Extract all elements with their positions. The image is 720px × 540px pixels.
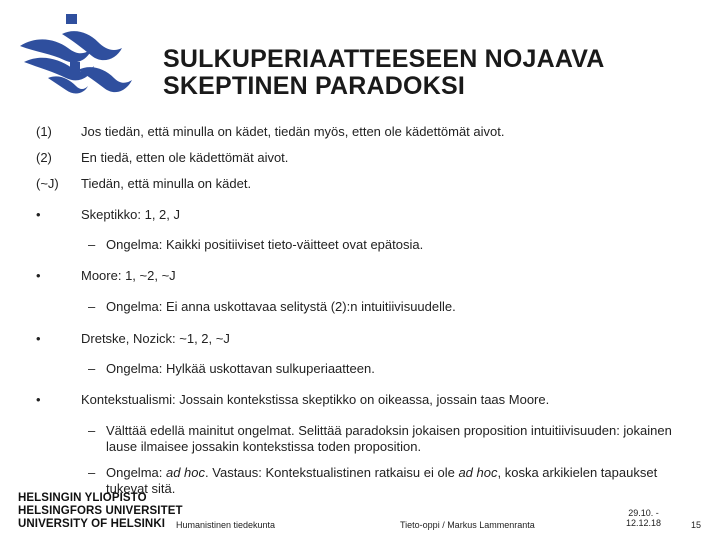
- sub-text-middle: . Vastaus: Kontekstualistinen ratkaisu ei ole: [205, 465, 459, 480]
- sub-text: [106, 465, 696, 497]
- sub-text-italic-ad-hoc: ad hoc: [165, 465, 206, 480]
- page-number: 15: [691, 520, 702, 530]
- bullet-marker: •: [36, 268, 41, 283]
- university-name-sv: HELSINGFORS UNIVERSITET: [18, 505, 183, 517]
- premise-text: En tiedä, etten ole kädettömät aivot.: [81, 150, 289, 165]
- bullet-marker: •: [36, 392, 41, 407]
- sub-dash: –: [88, 299, 96, 314]
- sub-text: Ongelma: Kaikki positiiviset tieto-väitteet ovat epätosia.: [106, 237, 424, 252]
- premise-label: (1): [36, 124, 52, 139]
- sub-dash: –: [88, 423, 96, 438]
- bullet-text: Moore: 1, ~2, ~J: [81, 268, 176, 283]
- sub-text: Ongelma: Hylkää uskottavan sulkuperiaatteen.: [106, 361, 375, 376]
- footer-course: Tieto-oppi / Markus Lammenranta: [400, 520, 535, 530]
- sub-dash: –: [88, 361, 96, 376]
- footer-date-line-2: 12.12.18: [626, 518, 662, 528]
- slide-title-line-1: SULKUPERIAATTEESEEN NOJAAVA: [163, 45, 605, 73]
- sub-text-italic-ad-hoc-2: ad hoc: [458, 465, 498, 480]
- footer-faculty: Humanistinen tiedekunta: [176, 520, 276, 530]
- sub-text-suffix: , koska arkikielen tapaukset tukevat sitä.: [106, 465, 658, 496]
- premise-label: (2): [36, 150, 52, 165]
- sub-dash: –: [88, 237, 96, 252]
- university-name-en: UNIVERSITY OF HELSINKI: [18, 518, 166, 530]
- bullet-text: Kontekstualismi: Jossain kontekstissa skeptikko on oikeassa, jossain taas Moore.: [81, 392, 550, 407]
- sub-text-prefix: Ongelma:: [106, 465, 166, 480]
- helsinki-university-flame-logo-icon: [18, 14, 138, 94]
- bullet-text: Dretske, Nozick: ~1, 2, ~J: [81, 331, 230, 346]
- bullet-marker: •: [36, 331, 41, 346]
- slide-title-line-2: SKEPTINEN PARADOKSI: [163, 72, 465, 100]
- sub-text: Välttää edellä mainitut ongelmat. Selittää paradoksin jokaisen proposition intuitiivisuuden: jokainen lause ilmaisee jossakin kontekstissa toden proposition.: [106, 423, 672, 454]
- sub-text: Ongelma: Ei anna uskottavaa selitystä (2):n intuitiivisuudelle.: [106, 299, 456, 314]
- premise-text: Jos tiedän, että minulla on kädet, tiedän myös, etten ole kädettömät aivot.: [81, 124, 505, 139]
- university-wordmark: [18, 492, 183, 531]
- premise-label: (~J): [36, 176, 59, 191]
- university-name-fi: HELSINGIN YLIOPISTO: [18, 492, 147, 504]
- slide-title: [163, 46, 703, 100]
- footer-date: [626, 508, 661, 528]
- premise-text: Tiedän, että minulla on kädet.: [81, 176, 252, 191]
- footer-date-line-1: 29.10. -: [628, 508, 659, 518]
- bullet-text: Skeptikko: 1, 2, J: [81, 207, 180, 222]
- bullet-marker: •: [36, 207, 41, 222]
- sub-dash: –: [88, 465, 96, 480]
